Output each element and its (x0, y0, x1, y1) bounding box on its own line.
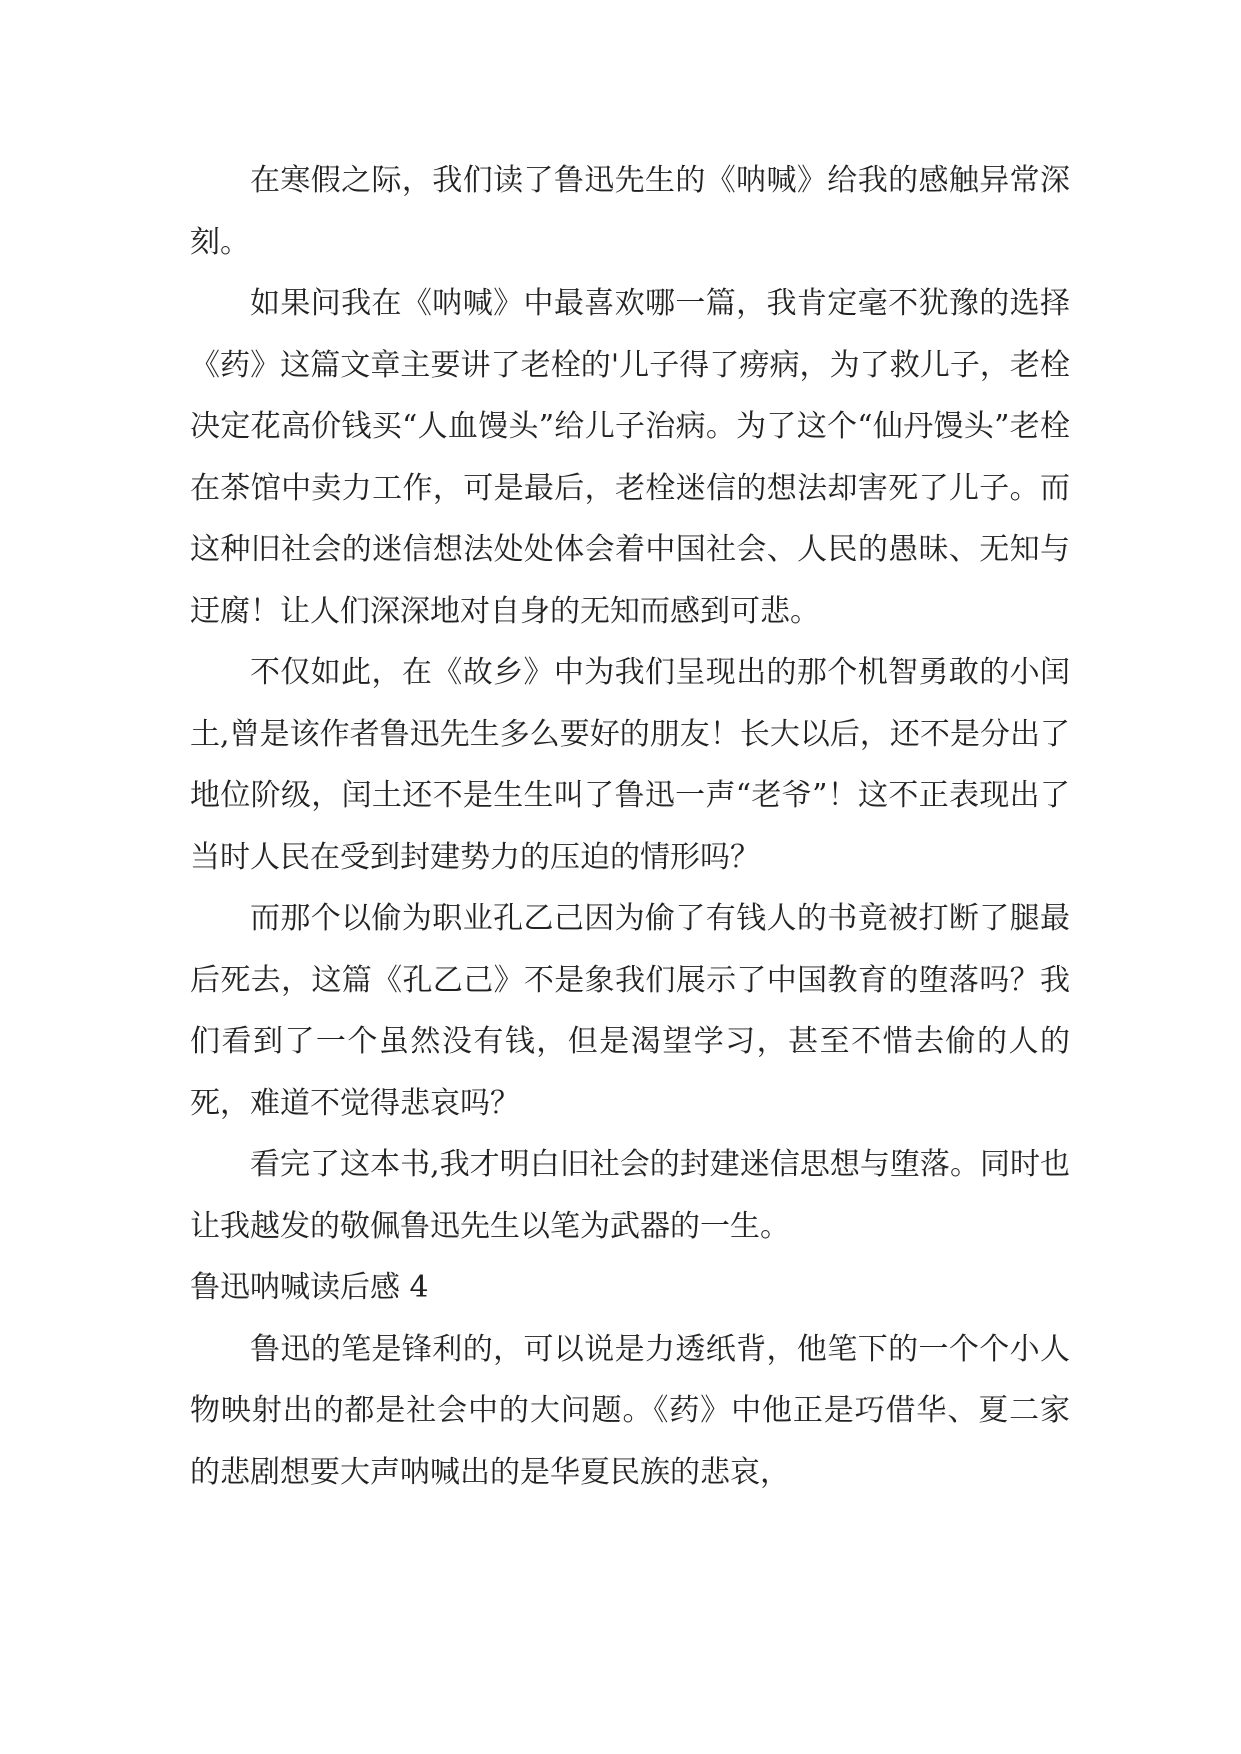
paragraph-hometown: 不仅如此，在《故乡》中为我们呈现出的那个机智勇敢的小闰土,曾是该作者鲁迅先生多么要好的朋友！长大以后，还不是分出了地位阶级，闰土还不是生生叫了鲁迅一声“老爷”！这不正表现出了当时人民在受到封建势力的压迫的情形吗？ (190, 655, 1070, 875)
paragraph-kong-yiji: 而那个以偷为职业孔乙己因为偷了有钱人的书竟被打断了腿最后死去，这篇《孔乙己》不是象我们展示了中国教育的堕落吗？我们看到了一个虽然没有钱，但是渴望学习，甚至不惜去偷的人的死，难道不觉得悲哀吗？ (190, 901, 1070, 1121)
document-page (190, 150, 1070, 1503)
paragraph-conclusion: 看完了这本书,我才明白旧社会的封建迷信思想与堕落。同时也让我越发的敬佩鲁迅先生以笔为武器的一生。 (190, 1147, 1070, 1244)
paragraph-intro: 在寒假之际，我们读了鲁迅先生的《呐喊》给我的感触异常深刻。 (190, 163, 1070, 260)
paragraph-medicine: 如果问我在《呐喊》中最喜欢哪一篇，我肯定毫不犹豫的选择《药》这篇文章主要讲了老栓的'儿子得了痨病，为了救儿子，老栓决定花高价钱买“人血馒头”给儿子治病。为了这个“仙丹馒头”老栓在茶馆中卖力工作，可是最后，老栓迷信的想法却害死了儿子。而这种旧社会的迷信想法处处体会着中国社会、人民的愚昧、无知与迂腐！让人们深深地对自身的无知而感到可悲。 (190, 286, 1070, 629)
paragraph-section4-start: 鲁迅的笔是锋利的，可以说是力透纸背，他笔下的一个个小人物映射出的都是社会中的大问题。《药》中他正是巧借华、夏二家的悲剧想要大声呐喊出的是华夏民族的悲哀， (190, 1331, 1070, 1490)
section-heading: 鲁迅呐喊读后感 4 (190, 1270, 429, 1305)
